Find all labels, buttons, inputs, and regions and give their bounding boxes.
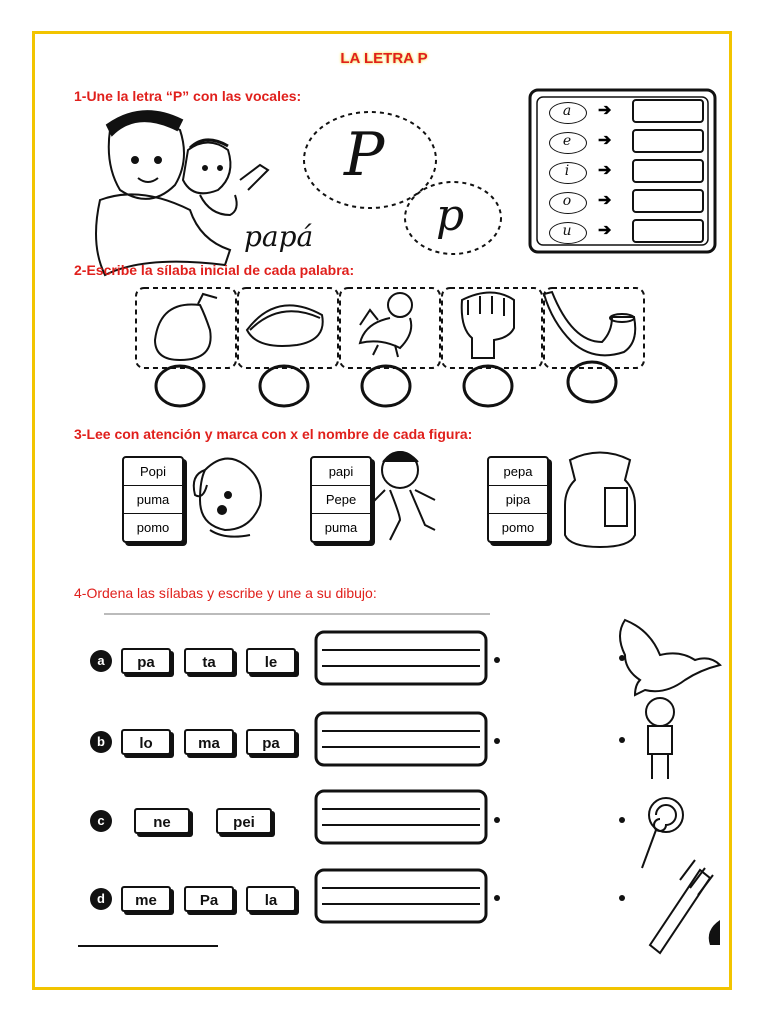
father-baby-illustration [96, 111, 268, 275]
vowel-label: i [564, 163, 570, 179]
small-letter-p: p [436, 190, 465, 241]
word-option[interactable]: pomo [501, 520, 535, 535]
syllable-tile: pa [246, 729, 296, 755]
answer-boxes [316, 632, 486, 922]
matching-dots [494, 655, 625, 901]
word-papa: papá [244, 220, 314, 253]
corner-mark [709, 920, 720, 945]
lollipop-drawing [642, 798, 683, 868]
boy-drawing [370, 452, 435, 540]
arrow-right-icon: ➔ [598, 162, 612, 179]
vowel-label: e [562, 133, 572, 149]
row-letter: d [90, 888, 112, 910]
pipe-drawing [544, 292, 635, 355]
syllable-tile: Pa [184, 886, 234, 912]
word-card [122, 456, 184, 543]
row-letter: a [90, 650, 112, 672]
word-option[interactable]: Pepe [312, 486, 370, 514]
vowel-answer-box[interactable] [632, 99, 704, 123]
syllable-tile: me [121, 886, 171, 912]
arrow-right-icon: ➔ [598, 132, 612, 149]
vowel-answer-box[interactable] [632, 219, 704, 243]
instruction-4: 4-Ordena las sílabas y escribe y une a su dibujo: [74, 585, 377, 601]
word-card [487, 456, 549, 543]
vowel-label: a [562, 103, 572, 119]
word-option[interactable]: puma [324, 520, 358, 535]
dove-drawing [620, 620, 720, 695]
pear-drawing [155, 294, 217, 360]
arrow-right-icon: ➔ [598, 192, 612, 209]
page-title: LA LETRA P [340, 50, 428, 67]
word-option[interactable]: puma [124, 486, 182, 514]
word-option[interactable]: Popi [124, 458, 182, 486]
syllable-tile: lo [121, 729, 171, 755]
word-option[interactable]: papi [312, 458, 370, 486]
bread-drawing [247, 305, 323, 346]
dog-drawing [194, 459, 261, 537]
big-letter-p: P [344, 120, 385, 190]
syllable-tile: ne [134, 808, 190, 834]
row-letter: b [90, 731, 112, 753]
vowel-answer-box[interactable] [632, 129, 704, 153]
syllable-tile: ma [184, 729, 234, 755]
syllable-tile: le [246, 648, 296, 674]
vowel-answer-box[interactable] [632, 189, 704, 213]
word-card [310, 456, 372, 543]
boy-standing-drawing [646, 698, 674, 779]
instruction-1: 1-Une la letra “P” con las vocales: [74, 88, 302, 104]
syllable-tile: la [246, 886, 296, 912]
word-option[interactable]: pepa [489, 458, 547, 486]
vowel-answer-box[interactable] [632, 159, 704, 183]
syllable-tile: pei [216, 808, 272, 834]
syllable-tile: ta [184, 648, 234, 674]
syllable-train [136, 288, 644, 406]
fist-drawing [462, 293, 514, 359]
comb-drawing [650, 860, 713, 953]
arrow-right-icon: ➔ [598, 222, 612, 239]
row-letter: c [90, 810, 112, 832]
chick-drawing [360, 293, 412, 357]
word-option[interactable]: pomo [136, 520, 170, 535]
jar-drawing [565, 453, 635, 548]
instruction-3: 3-Lee con atención y marca con x el nombre de cada figura: [74, 426, 473, 442]
instruction-2: 2-Escribe la sílaba inicial de cada palabra: [74, 262, 355, 278]
vowel-label: o [562, 193, 572, 209]
arrow-right-icon: ➔ [598, 102, 612, 119]
vowel-label: u [562, 223, 572, 239]
syllable-tile: pa [121, 648, 171, 674]
word-option[interactable]: pipa [489, 486, 547, 514]
